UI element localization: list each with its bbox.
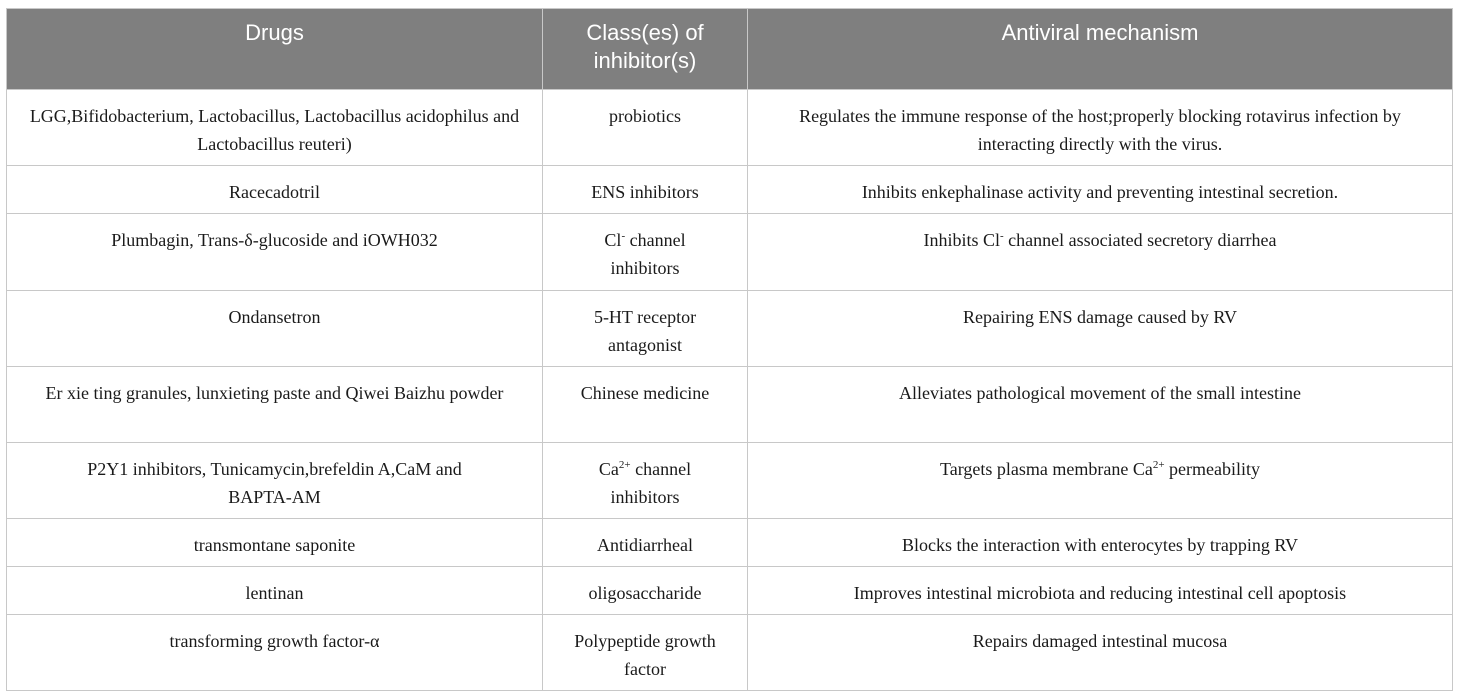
drug-cell: LGG,Bifidobacterium, Lactobacillus, Lactobacillus acidophilus and Lactobacillus reuteri)	[7, 90, 543, 166]
table-row	[7, 615, 1453, 691]
mechanism-cell: Regulates the immune response of the host;properly blocking rotavirus infection by interacting directly with the virus.	[748, 90, 1453, 166]
class-cell: Antidiarrheal	[543, 519, 748, 567]
drug-cell: Plumbagin, Trans-δ-glucoside and iOWH032	[7, 214, 543, 291]
class-text-pre: Ca	[598, 459, 619, 479]
mechanism-text-sup: 2+	[1152, 459, 1165, 471]
table-row	[7, 90, 1453, 166]
mechanism-cell: Blocks the interaction with enterocytes by trapping RV	[748, 519, 1453, 567]
drug-cell	[7, 443, 543, 519]
drug-cell: transforming growth factor-α	[7, 615, 543, 691]
drug-text: Er xie ting granules, lunxieting paste and Qiwei Baizhu powder	[45, 383, 504, 403]
class-text: 5-HT receptor antagonist	[593, 307, 697, 355]
mechanism-text-sup: -	[999, 230, 1004, 242]
drug-cell: lentinan	[7, 567, 543, 615]
drug-cell: Ondansetron	[7, 291, 543, 367]
class-cell: ENS inhibitors	[543, 166, 748, 214]
drug-text: P2Y1 inhibitors, Tunicamycin,brefeldin A,CaM and BAPTA-AM	[87, 459, 462, 507]
class-text-sup: 2+	[618, 459, 631, 471]
table-row	[7, 367, 1453, 443]
class-cell	[543, 443, 748, 519]
class-text-post: channel inhibitors	[610, 459, 692, 507]
class-cell	[543, 291, 748, 367]
mechanism-cell: Improves intestinal microbiota and reducing intestinal cell apoptosis	[748, 567, 1453, 615]
mechanism-cell: Repairing ENS damage caused by RV	[748, 291, 1453, 367]
class-text-sup: -	[621, 230, 626, 242]
table-row	[7, 166, 1453, 214]
mechanism-cell	[748, 443, 1453, 519]
class-text-pre: Cl	[604, 230, 622, 250]
class-text: Polypeptide growth factor	[574, 631, 716, 679]
drug-cell	[7, 367, 543, 443]
mechanism-cell: Inhibits enkephalinase activity and preventing intestinal secretion.	[748, 166, 1453, 214]
header-mechanism: Antiviral mechanism	[748, 9, 1453, 90]
header-row	[7, 9, 1453, 90]
header-class-text: Class(es) of inhibitor(s)	[586, 20, 704, 73]
header-drugs: Drugs	[7, 9, 543, 90]
mechanism-text-pre: Targets plasma membrane Ca	[939, 459, 1153, 479]
header-class	[543, 9, 748, 90]
table-row	[7, 291, 1453, 367]
class-cell	[543, 615, 748, 691]
drug-cell: transmontane saponite	[7, 519, 543, 567]
table-row	[7, 567, 1453, 615]
table-row	[7, 443, 1453, 519]
mechanism-cell: Repairs damaged intestinal mucosa	[748, 615, 1453, 691]
drug-cell: Racecadotril	[7, 166, 543, 214]
drug-table	[6, 8, 1453, 691]
mechanism-text-pre: Inhibits Cl	[923, 230, 1000, 250]
class-cell: Chinese medicine	[543, 367, 748, 443]
class-cell	[543, 214, 748, 291]
table-row	[7, 519, 1453, 567]
mechanism-cell: Alleviates pathological movement of the small intestine	[748, 367, 1453, 443]
class-cell: probiotics	[543, 90, 748, 166]
table-row	[7, 214, 1453, 291]
class-cell: oligosaccharide	[543, 567, 748, 615]
mechanism-text-post: permeability	[1164, 459, 1261, 479]
mechanism-text-post: channel associated secretory diarrhea	[1003, 230, 1277, 250]
mechanism-cell	[748, 214, 1453, 291]
class-text-post: channel inhibitors	[610, 230, 686, 278]
